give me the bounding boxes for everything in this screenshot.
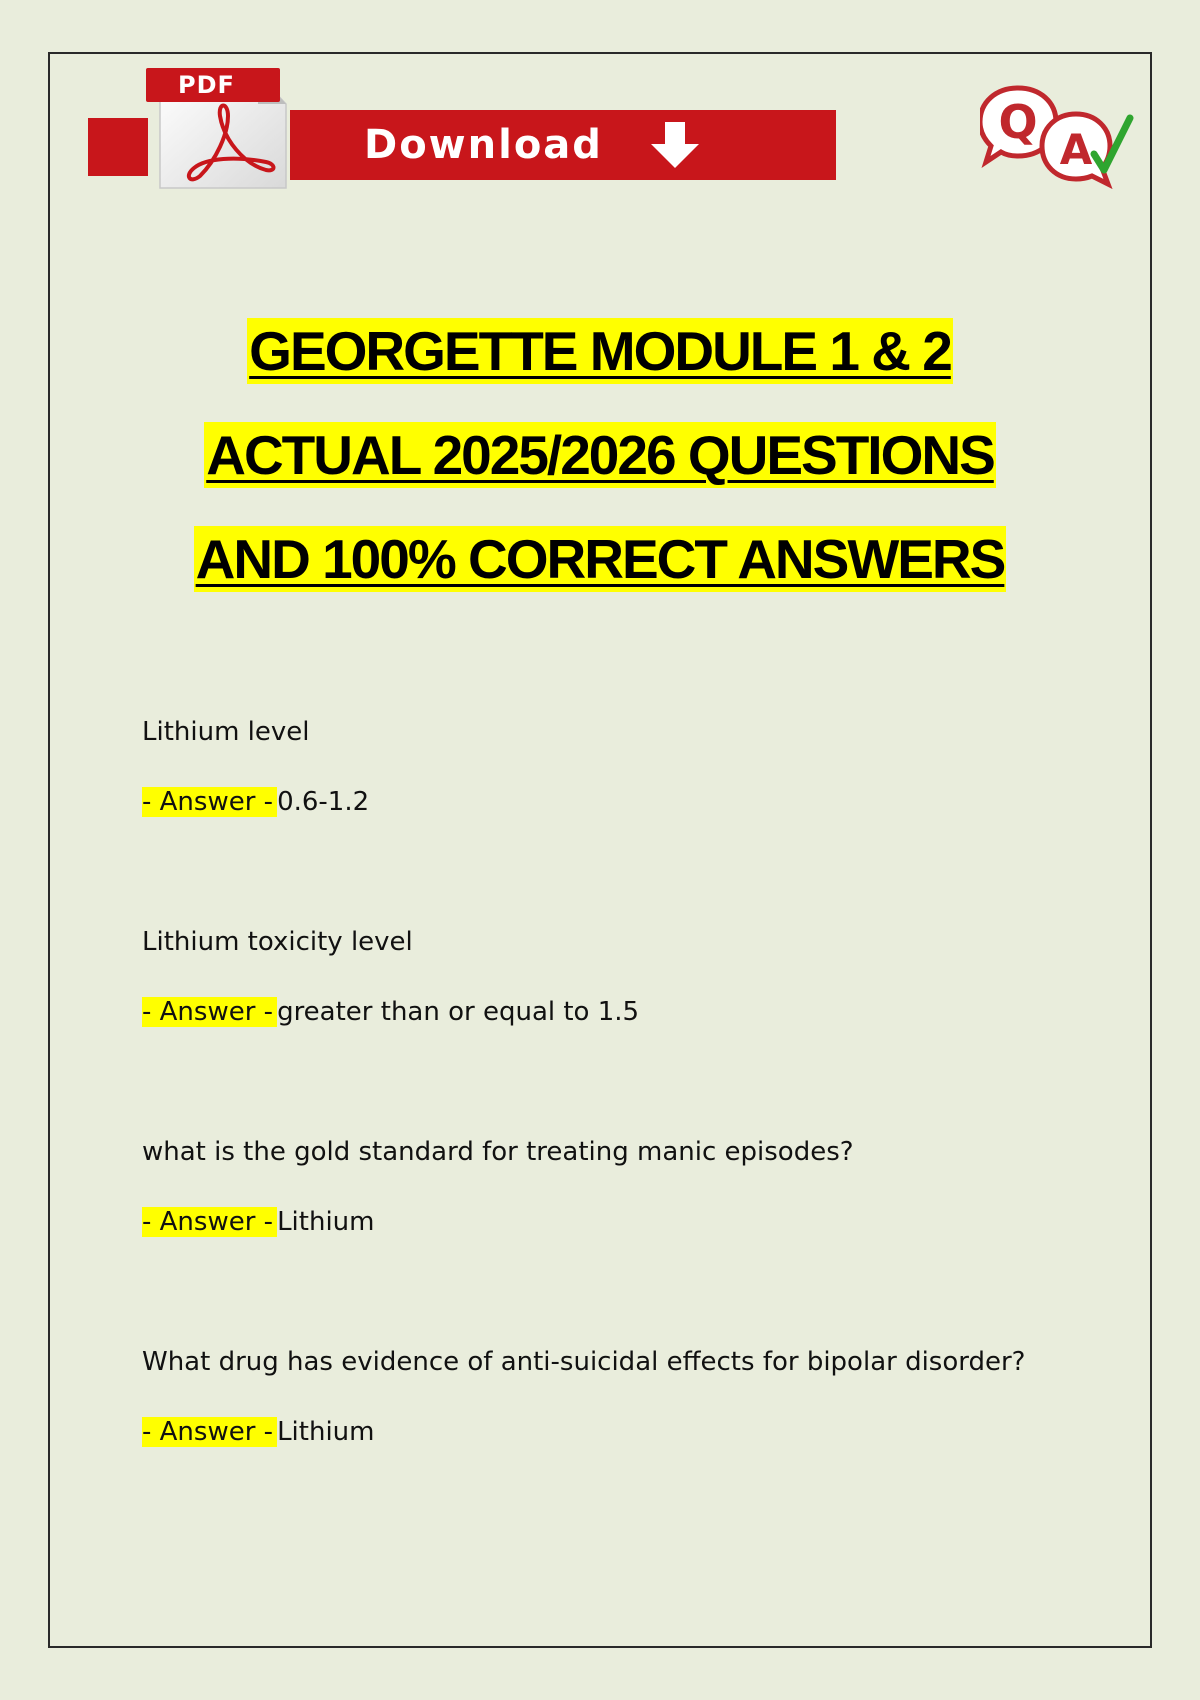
pdf-tag: PDF [146,68,280,102]
answer-prefix: - Answer - [142,997,277,1027]
answer-text: Lithium [277,1417,375,1447]
answer-text: greater than or equal to 1.5 [277,997,640,1027]
title-line-2 [0,422,1200,526]
title-line-1-text: GEORGETTE MODULE 1 & 2 [249,320,951,382]
banner-bar [290,110,836,180]
question-text: What drug has evidence of anti-suicidal effects for bipolar disorder? [142,1347,1026,1377]
answer-prefix: - Answer - [142,1207,277,1237]
answer-line [142,784,1102,820]
qa-item [142,924,1102,1134]
qa-speech-bubbles-icon [980,82,1140,192]
a-letter: A [1059,125,1093,174]
banner-bar-left [88,118,148,176]
title-line-2-text: ACTUAL 2025/2026 QUESTIONS [206,424,994,486]
answer-text: Lithium [277,1207,375,1237]
answer-line [142,994,1102,1030]
title-line-1 [0,318,1200,422]
document-title [0,318,1200,630]
qa-logo [980,82,1140,192]
qa-list [142,714,1102,1554]
q-letter: Q [998,95,1038,149]
answer-text: 0.6-1.2 [277,787,370,817]
arrow-down-icon [647,120,703,170]
answer-line [142,1414,1102,1450]
question-text: Lithium toxicity level [142,927,413,957]
title-line-3-text: AND 100% CORRECT ANSWERS [195,528,1005,590]
qa-item [142,714,1102,924]
pdf-download-button[interactable] [88,62,836,192]
question-text: what is the gold standard for treating manic episodes? [142,1137,854,1167]
qa-item [142,1134,1102,1344]
adobe-pdf-icon [140,64,290,190]
download-label: Download [364,122,603,168]
answer-prefix: - Answer - [142,787,277,817]
answer-line [142,1204,1102,1240]
question-text: Lithium level [142,717,310,747]
title-line-3 [0,526,1200,630]
qa-item [142,1344,1102,1554]
answer-prefix: - Answer - [142,1417,277,1447]
